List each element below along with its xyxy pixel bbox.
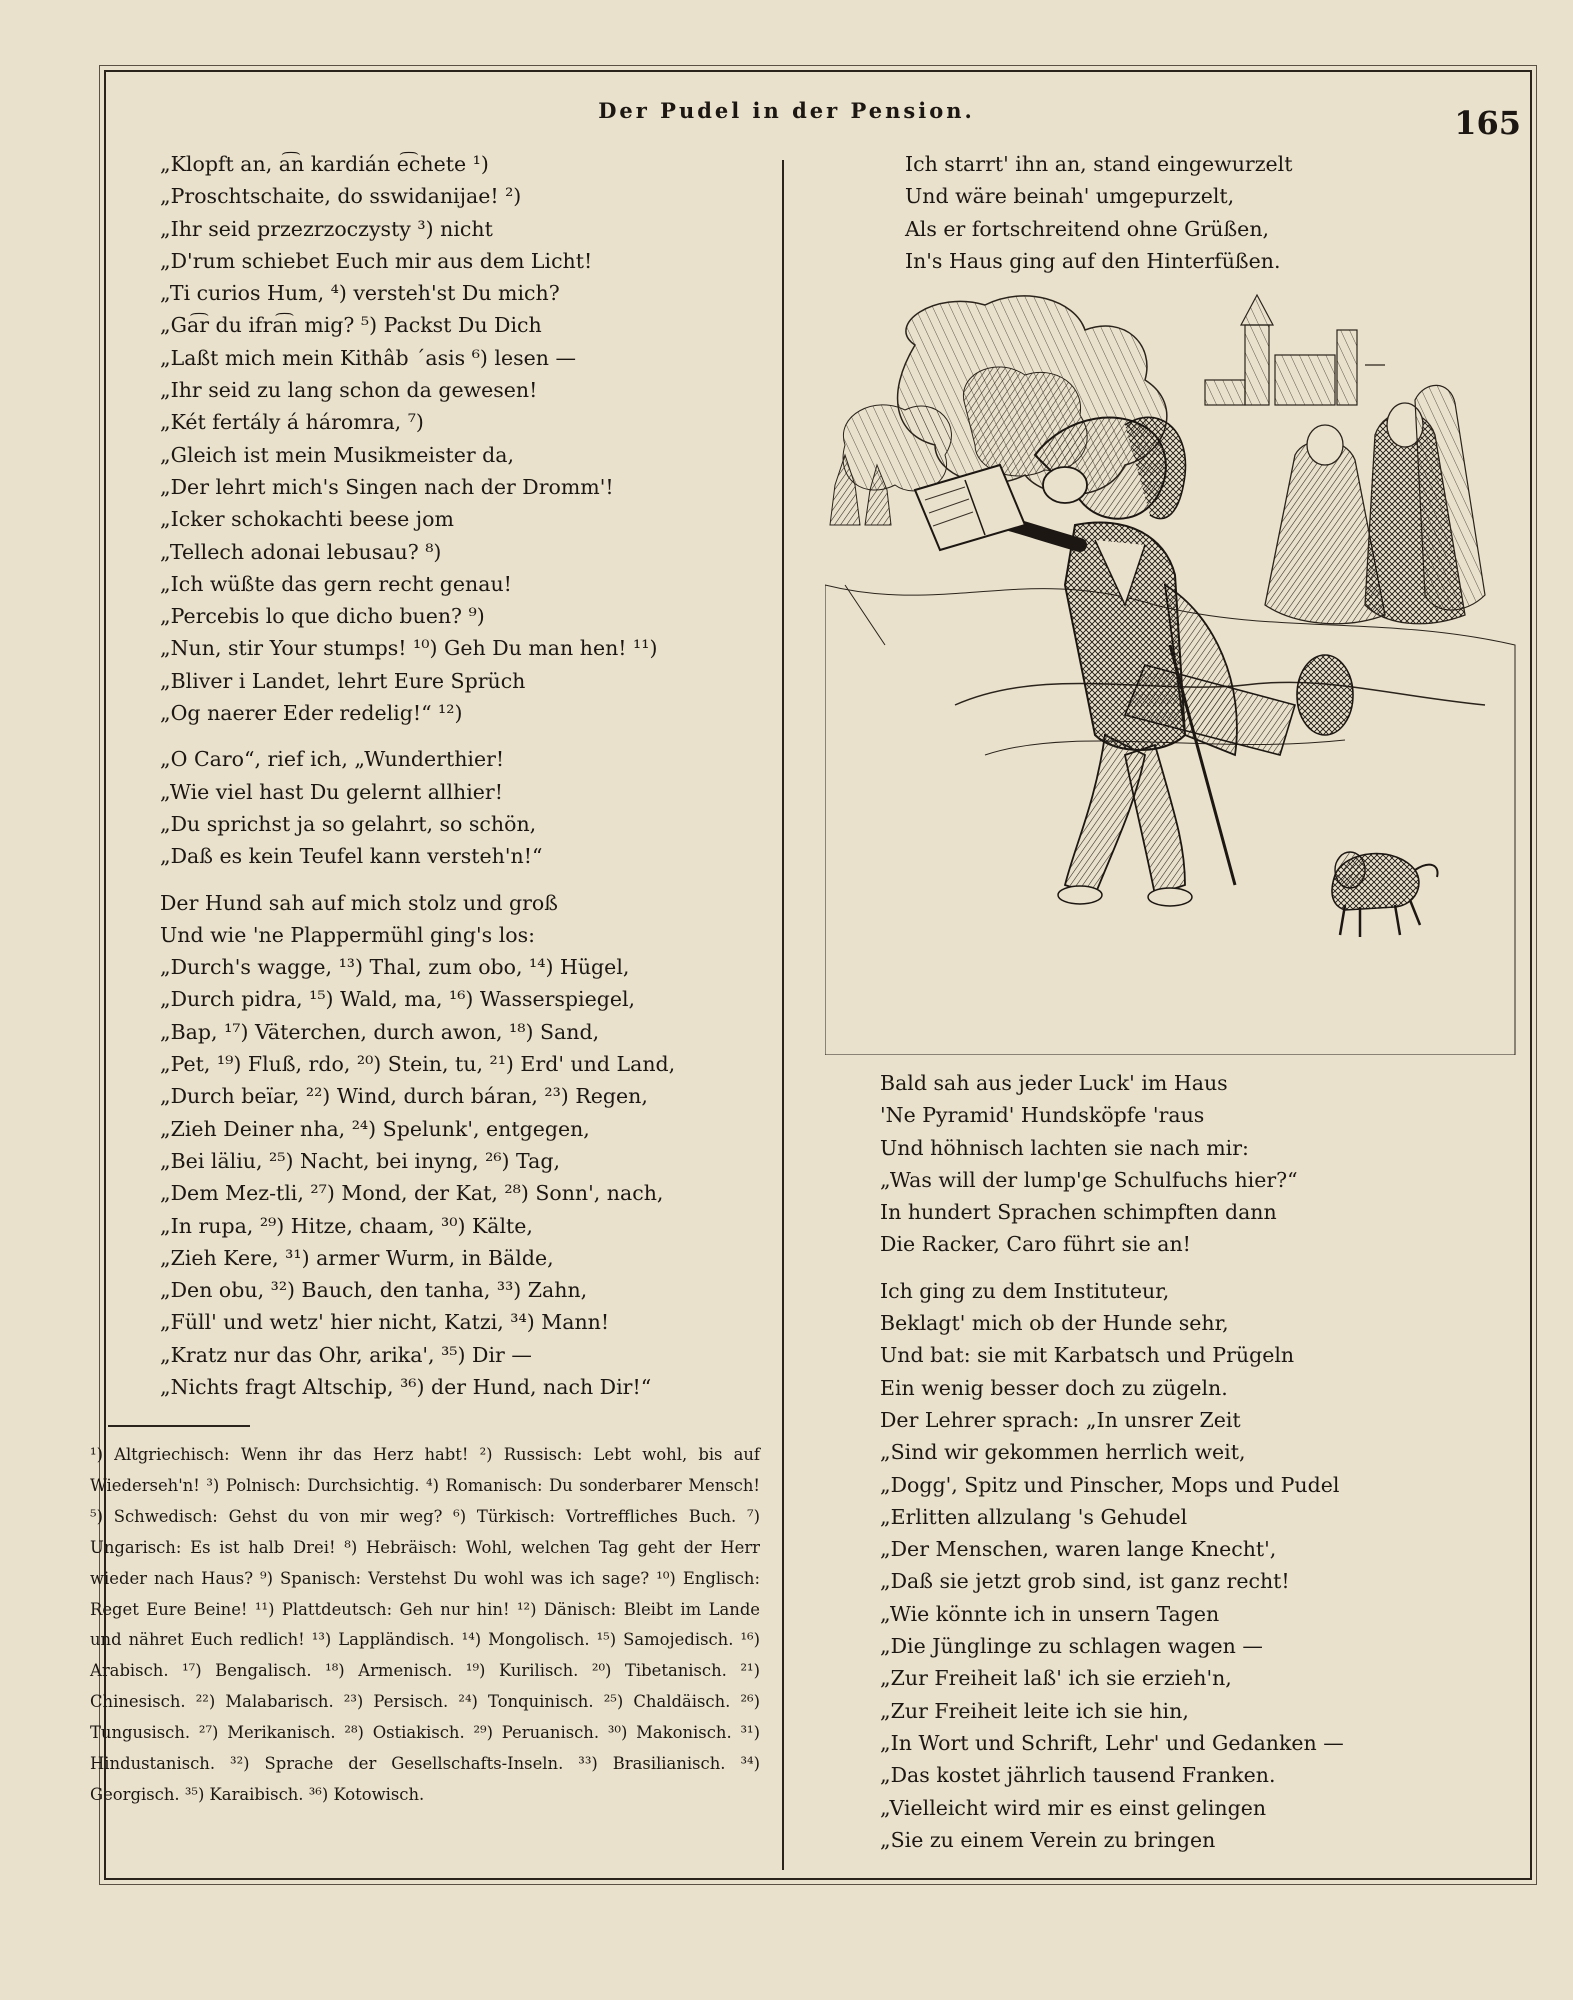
verse-line: „Was will der lump'ge Schulfuchs hier?“	[880, 1167, 1298, 1192]
verse-line: „In rupa, ²⁹) Hitze, chaam, ³⁰) Kälte,	[160, 1213, 533, 1238]
verse-line: Der Hund sah auf mich stolz und groß	[160, 890, 558, 915]
footnote: ²⁴) Tonquinisch.	[458, 1692, 604, 1712]
column-divider	[782, 160, 784, 1870]
verse-line: Und höhnisch lachten sie nach mir:	[880, 1135, 1249, 1160]
verse-line: „Percebis lo que dicho buen? ⁹)	[160, 604, 485, 629]
verse-line: „Og naerer Eder redelig!“ ¹²)	[160, 701, 463, 726]
verse-line: „Bap, ¹⁷) Väterchen, durch awon, ¹⁸) Sand,	[160, 1019, 600, 1044]
footnote: ⁹) Spanisch: Verstehst Du wohl was ich sage?	[260, 1568, 657, 1588]
running-title: Der Pudel in der Pension.	[598, 98, 975, 123]
stanza-gap	[880, 1261, 1344, 1275]
verse-line: „Daß sie jetzt grob sind, ist ganz recht!	[880, 1569, 1290, 1594]
verse-line: „Füll' und wetz' hier nicht, Katzi, ³⁴) Mann!	[160, 1310, 610, 1335]
verse-line: „Tellech adonai lebusau? ⁸)	[160, 539, 442, 564]
verse-line: „Zieh Deiner nha, ²⁴) Spelunk', entgegen,	[160, 1116, 590, 1141]
verse-line: „Gleich ist mein Musikmeister da,	[160, 442, 515, 467]
verse-line: „Sie zu einem Verein zu bringen	[880, 1827, 1216, 1852]
footnote: ²⁸) Ostiakisch.	[344, 1723, 474, 1743]
verse-line: „Dem Mez-tli, ²⁷) Mond, der Kat, ²⁸) Sonn', nach,	[160, 1181, 664, 1206]
footnote: ²⁶) Tungusisch.	[90, 1692, 760, 1743]
footnotes	[90, 1440, 760, 1811]
footnote: ¹⁰) Englisch: Reget Eure Beine!	[90, 1568, 761, 1619]
footnote: ³³) Brasilianisch.	[578, 1754, 741, 1774]
verse-line: „Icker schokachti beese jom	[160, 507, 454, 532]
verse-line: „Bei läliu, ²⁵) Nacht, bei inyng, ²⁶) Tag,	[160, 1148, 561, 1173]
verse-line: „Nichts fragt Altschip, ³⁶) der Hund, nach Dir!“	[160, 1374, 652, 1399]
verse-line: Ich ging zu dem Instituteur,	[880, 1278, 1170, 1303]
verse-line: Und wie 'ne Plappermühl ging's los:	[160, 922, 536, 947]
verse-line: „Erlitten allzulang 's Gehudel	[880, 1504, 1188, 1529]
footnote: ³⁰) Makonisch.	[607, 1723, 741, 1743]
left-column-verse	[160, 148, 675, 1403]
verse-line: „Der lehrt mich's Singen nach der Dromm'!	[160, 474, 614, 499]
verse-line: „D'rum schiebet Euch mir aus dem Licht!	[160, 248, 593, 273]
verse-line: „Der Menschen, waren lange Knecht',	[880, 1537, 1277, 1562]
verse-line: „Dogg', Spitz und Pinscher, Mops und Pudel	[880, 1472, 1340, 1497]
verse-line: „Durch's wagge, ¹³) Thal, zum obo, ¹⁴) Hügel,	[160, 955, 630, 980]
verse-line: „Zieh Kere, ³¹) armer Wurm, in Bälde,	[160, 1245, 554, 1270]
verse-line: „Pet, ¹⁹) Fluß, rdo, ²⁰) Stein, tu, ²¹) Erd' und Land,	[160, 1052, 676, 1077]
footnote: ¹⁹) Kurilisch.	[465, 1661, 592, 1681]
verse-line: „Két fertály á háromra, ⁷)	[160, 410, 424, 435]
verse-line: In hundert Sprachen schimpften dann	[880, 1200, 1277, 1225]
verse-line: „Ga͡r du ifra͡n mig? ⁵) Packst Du Dich	[160, 313, 542, 338]
footnote: ⁶) Türkisch: Vortreffliches Buch.	[453, 1506, 748, 1526]
footnote: ¹⁶) Arabisch.	[90, 1630, 760, 1681]
verse-line: „Durch pidra, ¹⁵) Wald, ma, ¹⁶) Wasserspiegel,	[160, 987, 636, 1012]
verse-line: „Den obu, ³²) Bauch, den tanha, ³³) Zahn,	[160, 1278, 588, 1303]
verse-line: „Ihr seid przezrzoczysty ³) nicht	[160, 216, 493, 241]
footnote: ¹⁷) Bengalisch.	[182, 1661, 326, 1681]
footnote: ²⁰) Tibetanisch.	[591, 1661, 741, 1681]
verse-line: Als er fortschreitend ohne Grüßen,	[905, 216, 1270, 241]
footnote: ¹¹) Plattdeutsch: Geh nur hin!	[254, 1599, 517, 1619]
verse-line: „Daß es kein Teufel kann versteh'n!“	[160, 844, 543, 869]
verse-line: „Wie könnte ich in unsern Tagen	[880, 1601, 1220, 1626]
footnote: ³⁵) Karaibisch.	[184, 1784, 309, 1804]
footnote: ²⁵) Chaldäisch.	[603, 1692, 741, 1712]
verse-line: Die Racker, Caro führt sie an!	[880, 1232, 1191, 1257]
verse-line: „Das kostet jährlich tausend Franken.	[880, 1763, 1276, 1788]
stanza-gap	[160, 729, 675, 743]
footnote: ¹³) Lappländisch.	[311, 1630, 462, 1650]
verse-line: In's Haus ging auf den Hinterfüßen.	[905, 248, 1281, 273]
stanza-gap	[160, 873, 675, 887]
footnote: ²) Russisch: Lebt wohl, bis auf Wiederseh'n!	[90, 1445, 761, 1495]
footnote: ²¹) Chinesisch.	[90, 1661, 760, 1712]
footnote: ¹²) Dänisch: Bleibt im Lande und nähret Euch redlich!	[90, 1599, 761, 1650]
verse-line: Bald sah aus jeder Luck' im Haus	[880, 1071, 1228, 1095]
verse-line: Beklagt' mich ob der Hunde sehr,	[880, 1311, 1229, 1336]
verse-line: „Kratz nur das Ohr, arika', ³⁵) Dir —	[160, 1342, 532, 1367]
verse-line: Der Lehrer sprach: „In unsrer Zeit	[880, 1407, 1241, 1432]
footnote: ⁸) Hebräisch: Wohl, welchen Tag geht der Herr wieder nach Haus?	[90, 1537, 760, 1588]
verse-line: 'Ne Pyramid' Hundsköpfe 'raus	[880, 1103, 1205, 1128]
footnote-rule	[108, 1425, 250, 1427]
verse-line: „Du sprichst ja so gelahrt, so schön,	[160, 811, 537, 836]
footnote: ⁵) Schwedisch: Gehst du von mir weg?	[90, 1506, 454, 1526]
footnote: ¹⁸) Armenisch.	[325, 1661, 466, 1681]
footnote: ³²) Sprache der Gesellschafts-Inseln.	[230, 1754, 579, 1774]
footnote: ³) Polnisch: Durchsichtig.	[206, 1475, 427, 1495]
verse-line: „Klopft an, a͡n kardián e͡chete ¹)	[160, 152, 489, 176]
footnote: ¹⁴) Mongolisch.	[461, 1630, 597, 1650]
verse-line: „Durch beïar, ²²) Wind, durch báran, ²³) Regen,	[160, 1084, 648, 1109]
footnote: ²⁷) Merikanisch.	[198, 1723, 345, 1743]
page-number: 165	[1454, 104, 1521, 142]
footnote: ⁷) Ungarisch: Es ist halb Drei!	[90, 1506, 761, 1557]
verse-line: „Ihr seid zu lang schon da gewesen!	[160, 378, 538, 403]
verse-line: „Ti curios Hum, ⁴) versteh'st Du mich?	[160, 281, 560, 306]
verse-line: „Wie viel hast Du gelernt allhier!	[160, 779, 503, 804]
footnote: ⁴) Romanisch: Du sonderbarer Mensch!	[426, 1475, 760, 1495]
verse-line: „Zur Freiheit laß' ich sie erzieh'n,	[880, 1666, 1232, 1691]
footnote: ²²) Malabarisch.	[195, 1692, 344, 1712]
verse-line: „Proschtschaite, do sswidanijae! ²)	[160, 184, 522, 209]
footnote: ¹) Altgriechisch: Wenn ihr das Herz habt!	[90, 1445, 480, 1464]
verse-line: Ich starrt' ihn an, stand eingewurzelt	[905, 152, 1293, 176]
footnote: ³¹) Hindustanisch.	[90, 1723, 760, 1774]
footnote: ³⁶) Kotowisch.	[308, 1784, 425, 1804]
dog-in-coat-reading-book-engraving	[825, 285, 1525, 1055]
footnote: ³⁴) Georgisch.	[90, 1754, 760, 1804]
verse-line: „Die Jünglinge zu schlagen wagen —	[880, 1634, 1263, 1659]
verse-line: Und bat: sie mit Karbatsch und Prügeln	[880, 1343, 1295, 1368]
verse-line: „In Wort und Schrift, Lehr' und Gedanken —	[880, 1730, 1344, 1755]
verse-line: „Zur Freiheit leite ich sie hin,	[880, 1698, 1189, 1723]
verse-line: „Vielleicht wird mir es einst gelingen	[880, 1795, 1267, 1820]
verse-line: Und wäre beinah' umgepurzelt,	[905, 184, 1235, 209]
footnote: ²⁹) Peruanisch.	[473, 1723, 608, 1743]
verse-line: „Ich wüßte das gern recht genau!	[160, 571, 512, 596]
footnote: ²³) Persisch.	[343, 1692, 459, 1712]
verse-line: „O Caro“, rief ich, „Wunderthier!	[160, 747, 505, 772]
verse-line: „Bliver i Landet, lehrt Eure Sprüch	[160, 668, 526, 693]
verse-line: Ein wenig besser doch zu zügeln.	[880, 1375, 1228, 1400]
right-column-verse	[880, 1067, 1344, 1856]
verse-line: „Sind wir gekommen herrlich weit,	[880, 1440, 1246, 1465]
verse-line: „Laßt mich mein Kithâb ´asis ⁶) lesen —	[160, 345, 576, 370]
verse-line: „Nun, stir Your stumps! ¹⁰) Geh Du man hen! ¹¹)	[160, 636, 658, 661]
right-column-top-stanza	[905, 148, 1292, 277]
footnote: ¹⁵) Samojedisch.	[596, 1630, 741, 1650]
